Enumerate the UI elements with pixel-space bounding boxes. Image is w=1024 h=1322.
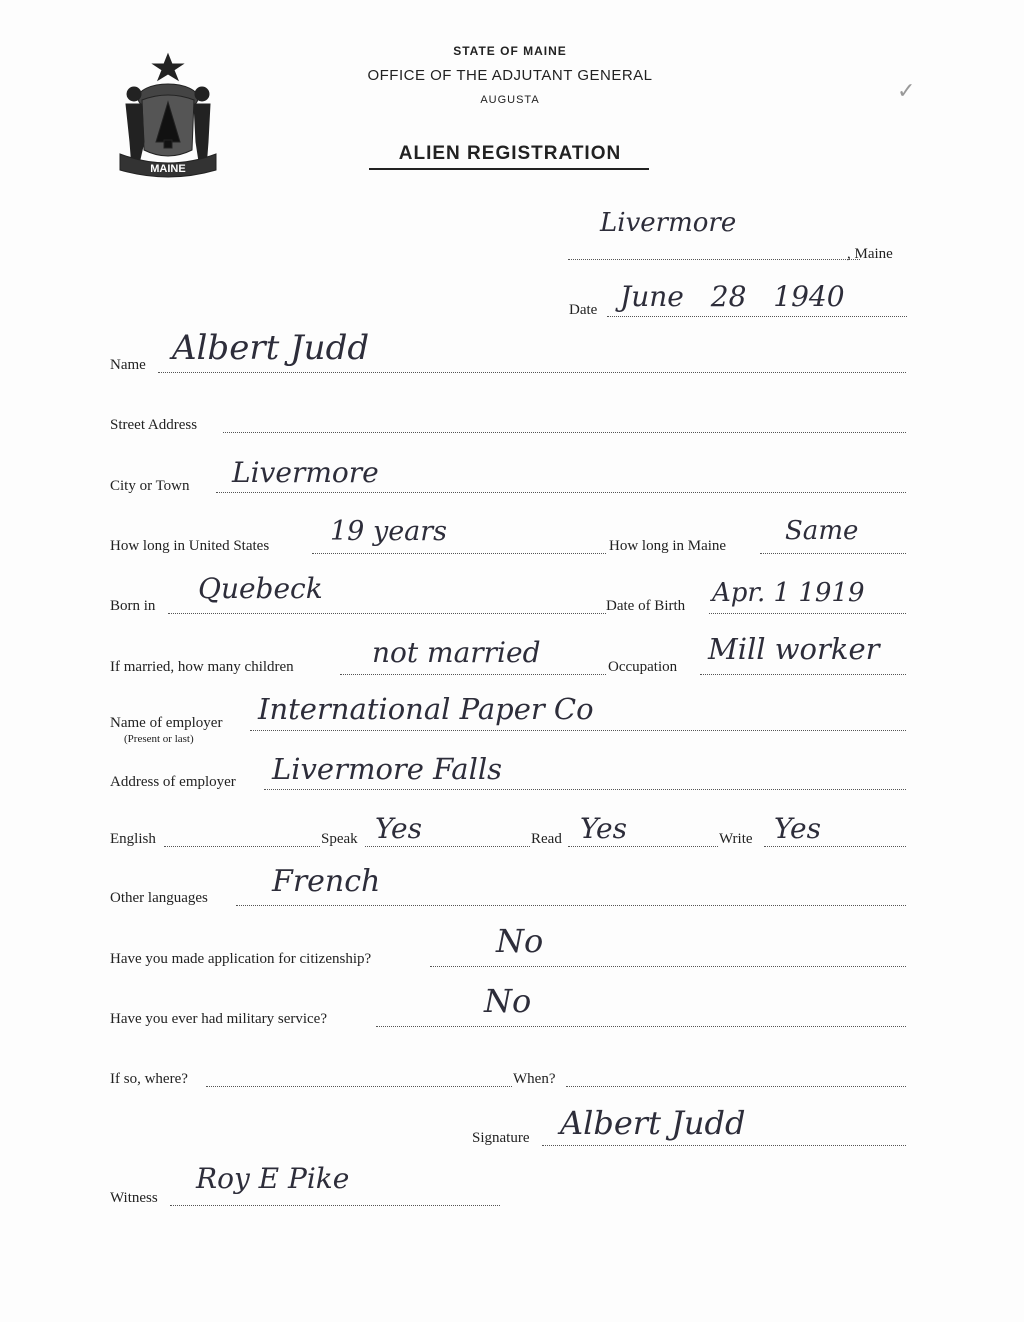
date-line (607, 316, 907, 317)
children-value: not married (372, 636, 541, 669)
how-long-us-line (312, 553, 606, 554)
children-label: If married, how many children (110, 659, 294, 675)
employer-name-label: Name of employer (110, 715, 223, 731)
title-underline (369, 168, 649, 170)
speak-line (365, 846, 530, 847)
date-of-birth-label: Date of Birth (606, 598, 686, 614)
military-line (376, 1026, 906, 1027)
maine-label: , Maine (847, 246, 893, 262)
other-languages-value: French (272, 864, 381, 899)
read-label: Read (531, 831, 562, 847)
city-value: Livermore (232, 456, 379, 489)
employer-name-value: International Paper Co (258, 692, 594, 726)
signature-label: Signature (472, 1130, 530, 1146)
when-label: When? (513, 1071, 556, 1087)
read-value: Yes (580, 812, 627, 845)
read-line (568, 846, 718, 847)
witness-label: Witness (110, 1190, 158, 1206)
employer-address-value: Livermore Falls (272, 752, 503, 786)
write-label: Write (719, 831, 753, 847)
born-in-label: Born in (110, 598, 156, 614)
date-label: Date (569, 302, 598, 318)
town-value: Livermore (600, 208, 737, 238)
date-of-birth-line (709, 613, 906, 614)
city-heading: AUGUSTA (480, 94, 540, 106)
signature-value: Albert Judd (560, 1104, 746, 1142)
how-long-us-value: 19 years (330, 516, 448, 547)
town-line (568, 259, 860, 260)
employer-address-label: Address of employer (110, 774, 236, 790)
employer-name-line (250, 730, 906, 731)
state-heading: STATE OF MAINE (453, 44, 567, 58)
occupation-label: Occupation (608, 659, 678, 675)
if-so-where-label: If so, where? (110, 1071, 188, 1087)
form-title: ALIEN REGISTRATION (398, 143, 622, 164)
office-heading: OFFICE OF THE ADJUTANT GENERAL (367, 67, 653, 84)
employer-note: (Present or last) (124, 733, 194, 745)
write-line (764, 846, 906, 847)
check-mark: ✓ (897, 78, 916, 103)
if-so-where-line (206, 1086, 512, 1087)
name-value: Albert Judd (172, 328, 370, 368)
witness-line (170, 1205, 500, 1206)
english-label: English (110, 831, 156, 847)
state-seal-icon (112, 50, 224, 180)
street-address-line (223, 432, 906, 433)
other-languages-line (236, 905, 906, 906)
english-line (164, 846, 320, 847)
street-address-label: Street Address (110, 417, 198, 433)
speak-value: Yes (375, 812, 422, 845)
citizenship-label: Have you made application for citizenship? (110, 951, 372, 967)
how-long-maine-line (760, 553, 906, 554)
date-value: June 28 1940 (620, 280, 845, 313)
speak-label: Speak (321, 831, 358, 847)
occupation-value: Mill worker (708, 632, 880, 666)
how-long-us-label: How long in United States (110, 538, 270, 554)
citizenship-line (430, 966, 906, 967)
name-label: Name (110, 357, 146, 373)
occupation-line (700, 674, 906, 675)
how-long-maine-value: Same (785, 516, 859, 546)
born-in-line (168, 613, 606, 614)
seal-banner-text: MAINE (150, 163, 186, 175)
employer-address-line (264, 789, 906, 790)
military-value: No (484, 982, 532, 1020)
write-value: Yes (774, 812, 821, 845)
other-languages-label: Other languages (110, 890, 208, 906)
name-line (158, 372, 906, 373)
city-line (216, 492, 906, 493)
citizenship-value: No (496, 922, 544, 960)
witness-value: Roy E Pike (196, 1162, 350, 1195)
date-of-birth-value: Apr. 1 1919 (712, 578, 865, 608)
how-long-maine-label: How long in Maine (609, 538, 727, 554)
signature-line (542, 1145, 906, 1146)
children-line (340, 674, 606, 675)
city-label: City or Town (110, 478, 190, 494)
when-line (566, 1086, 906, 1087)
born-in-value: Quebeck (198, 572, 323, 605)
military-label: Have you ever had military service? (110, 1011, 327, 1027)
